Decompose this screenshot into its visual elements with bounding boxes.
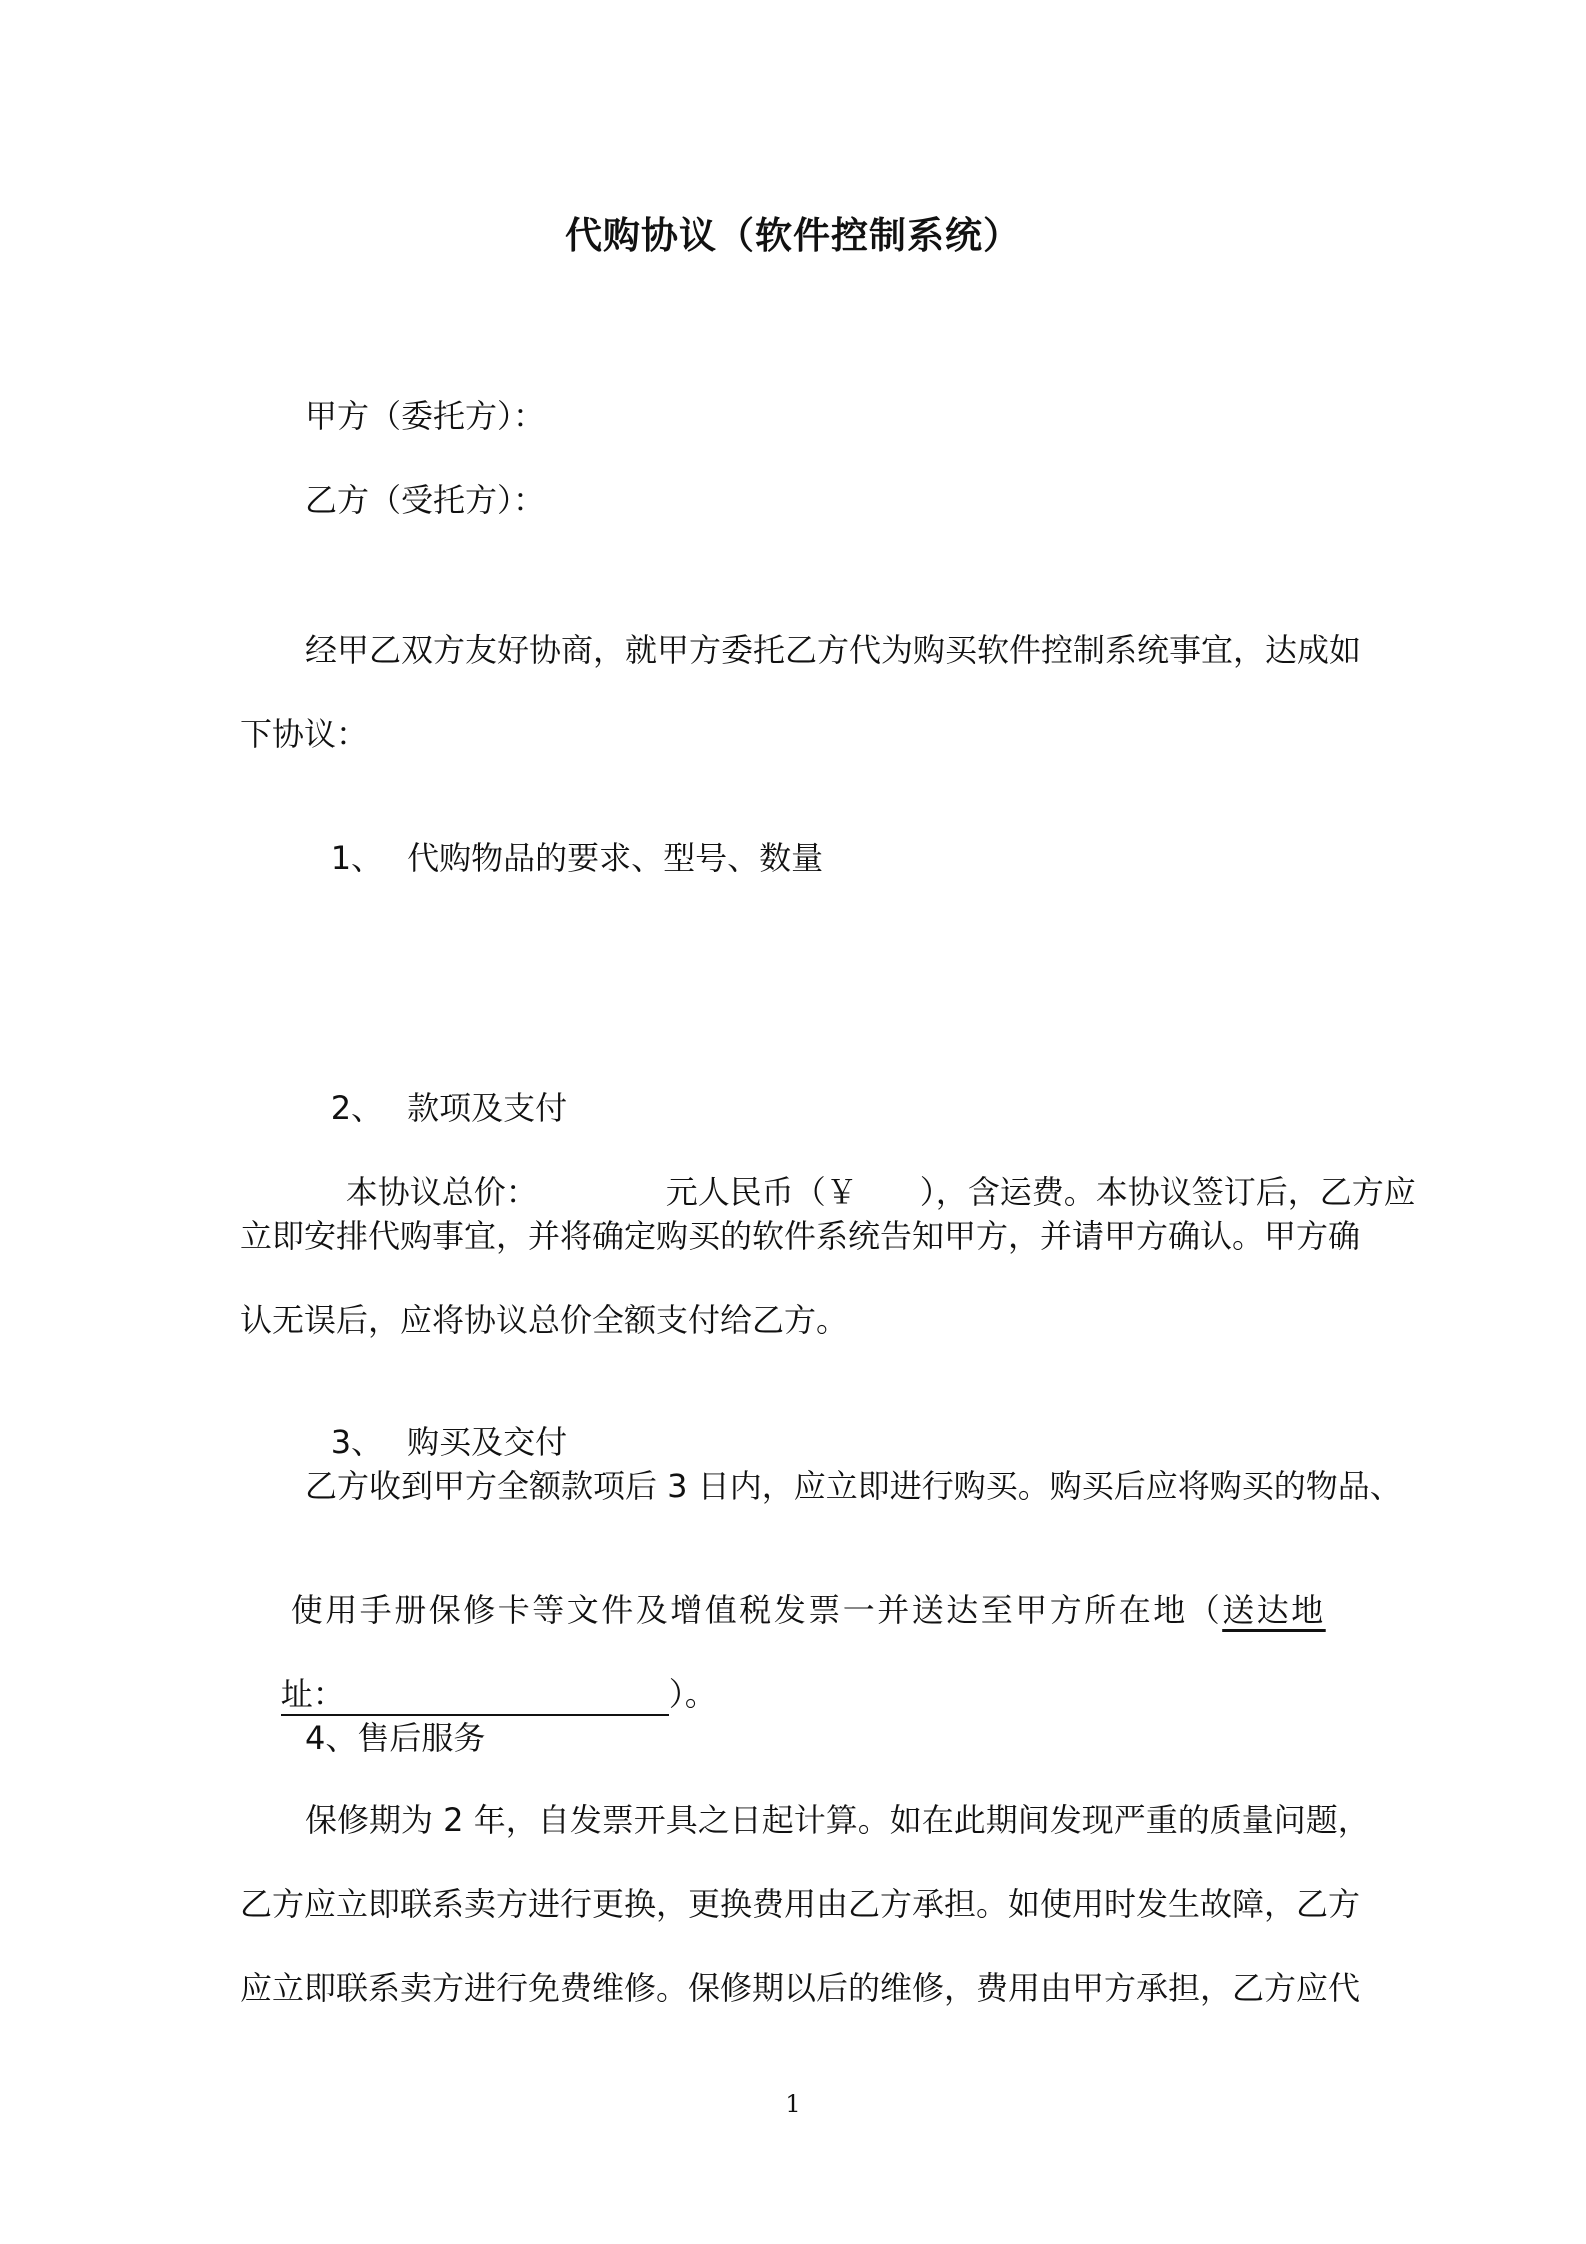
page-number: 1 xyxy=(785,2090,801,2118)
section-1-title: 代购物品的要求、型号、数量 xyxy=(407,839,824,877)
section-3-title: 购买及交付 xyxy=(407,1423,568,1461)
intro-paragraph-line-2: 下协议： xyxy=(240,715,369,753)
section-1-heading xyxy=(290,798,823,918)
price-currency: 元人民币（￥ xyxy=(665,1173,858,1211)
document-title: 代购协议（软件控制系统） xyxy=(565,214,1021,257)
intro-paragraph-line-1: 经甲乙双方友好协商，就甲方委托乙方代为购买软件控制系统事宜，达成如 xyxy=(305,631,1362,669)
section-3-line-3-tail: ）。 xyxy=(668,1675,717,1713)
section-2-line-2: 立即安排代购事宜，并将确定购买的软件系统告知甲方，并请甲方确认。甲方确 xyxy=(240,1217,1361,1255)
section-2-number: 2、 xyxy=(330,1089,384,1127)
section-2-line-3: 认无误后，应将协议总价全额支付给乙方。 xyxy=(240,1301,849,1339)
section-4-heading: 4、售后服务 xyxy=(305,1719,486,1757)
delivery-address-label-cont: 址： xyxy=(280,1675,345,1713)
section-3-line-1: 乙方收到甲方全额款项后 3 日内，应立即进行购买。购买后应将购买的物品、 xyxy=(305,1467,1402,1505)
section-4-line-1: 保修期为 2 年，自发票开具之日起计算。如在此期间发现严重的质量问题， xyxy=(305,1801,1370,1839)
party-a-label: 甲方（委托方）： xyxy=(305,397,546,435)
price-label: 本协议总价： xyxy=(345,1173,538,1211)
section-4-line-3: 应立即联系卖方进行免费维修。保修期以后的维修，费用由甲方承担，乙方应代 xyxy=(240,1969,1361,2007)
section-1-number: 1、 xyxy=(330,839,384,877)
price-tail: ），含运费。本协议签订后，乙方应 xyxy=(919,1173,1416,1211)
section-3-line-2-text: 使用手册保修卡等文件及增值税发票一并送达至甲方所在地（ xyxy=(290,1591,1223,1629)
delivery-address-label: 送达地 xyxy=(1222,1591,1326,1629)
party-b-label: 乙方（受托方）： xyxy=(305,481,546,519)
section-3-number: 3、 xyxy=(330,1423,384,1461)
delivery-address-blank xyxy=(281,1674,669,1716)
section-2-title: 款项及支付 xyxy=(407,1089,568,1127)
section-4-line-2: 乙方应立即联系卖方进行更换，更换费用由乙方承担。如使用时发生故障，乙方 xyxy=(240,1885,1361,1923)
